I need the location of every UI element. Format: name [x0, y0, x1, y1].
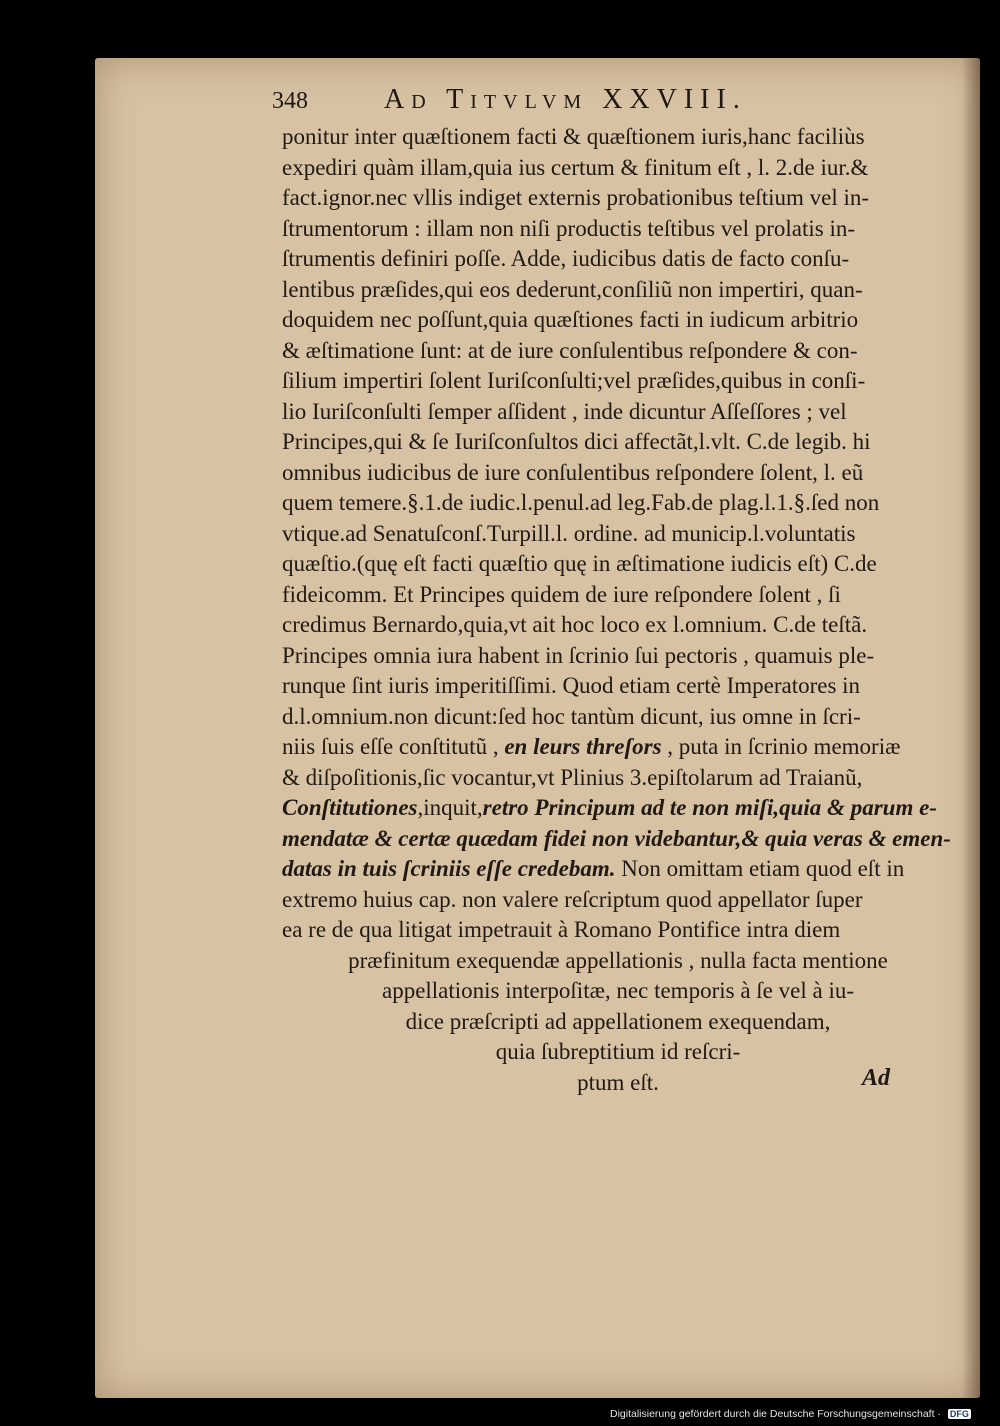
text-line — [282, 854, 954, 885]
text-line: quæſtio.(quę eſt facti quæſtio quę in æſtimatione iudicis eſt) C.de — [282, 551, 877, 576]
catchword: Ad — [862, 1065, 891, 1091]
text-line: lio Iuriſconſulti ſemper aſſident , inde dicuntur Aſſeſſores ; vel — [282, 398, 847, 424]
text-line: doquidem nec poſſunt,quia quæſtiones facti in iudicum arbitrio — [282, 307, 859, 332]
italic-phrase: datas in tuis ſcriniis eſſe credebam. — [282, 856, 616, 881]
text-line: runque ſint iuris imperitiſſimi. Quod etiam certè Imperatores in — [282, 673, 861, 698]
text-line: & diſpoſitionis,ſic vocantur,vt Plinius 3.epiſtolarum ad Traianũ, — [282, 764, 863, 790]
text-line: fact.ignor.nec vllis indiget externis probationibus teſtium vel in- — [282, 185, 870, 210]
centered-line: ptum eſt. — [577, 1069, 659, 1095]
text-line: ſtrumentis definiri poſſe. Adde, iudicibus datis de facto conſu- — [282, 246, 850, 271]
centered-line: præfinitum exequendæ appellationis , nulla facta mentione — [348, 947, 888, 973]
text-segment: Non omittam etiam quod eſt in — [615, 856, 905, 881]
text-line: Principes omnia iura habent in ſcrinio ſui pectoris , quamuis ple- — [282, 642, 875, 668]
text-line: fideicomm. Et Principes quidem de iure reſpondere ſolent , ſi — [282, 581, 841, 607]
page-edge-shadow — [962, 58, 980, 1398]
running-head — [272, 84, 912, 124]
page-number: 348 — [272, 88, 308, 114]
text-line: credimus Bernardo,quia,vt ait hoc loco ex l.omnium. C.de teſtã. — [282, 612, 868, 637]
text-line: omnibus iudicibus de iure conſulentibus reſpondere ſolent, l. eũ — [282, 459, 864, 485]
centered-line: quia ſubreptitium id reſcri- — [495, 1039, 741, 1064]
text-line: expediri quàm illam,quia ius certum & finitum eſt , l. 2.de iur.& — [282, 154, 869, 180]
text-line: lentibus præſides,qui eos dederunt,conſiliũ non impertiri, quan- — [282, 276, 863, 302]
text-line: Principes,qui & ſe Iuriſconſultos dici affectãt,l.vlt. C.de legib. hi — [282, 429, 871, 454]
text-line — [282, 793, 954, 824]
text-line: quem temere.§.1.de iudic.l.penul.ad leg.Fab.de plag.l.1.§.ſed non — [282, 490, 880, 515]
italic-phrase: retro Principum ad te non miſi,quia & parum e- — [482, 795, 937, 820]
text-segment: niis ſuis eſſe conſtitutũ , — [282, 734, 499, 759]
italic-line: mendatæ & certæ quædam fidei non videbantur,& quia veras & emen- — [282, 825, 951, 851]
centered-line: appellationis interpoſitæ, nec temporis à ſe vel à iu- — [381, 978, 854, 1003]
text-line: extremo huius cap. non valere reſcriptum quod appellator ſuper — [282, 886, 863, 912]
text-line: ſilium impertiri ſolent Iuriſconſulti;vel præſides,quibus in conſi- — [282, 368, 866, 393]
running-title: Ad Titvlvm XXVIII. — [384, 84, 747, 115]
text-segment: , puta in ſcrinio memoriæ — [667, 734, 901, 759]
text-line — [282, 732, 954, 763]
digitization-footer — [610, 1408, 971, 1420]
text-line: ea re de qua litigat impetrauit à Romano Pontifice intra diem — [282, 917, 841, 942]
text-line: ponitur inter quæſtionem facti & quæſtionem iuris,hanc faciliùs — [282, 124, 865, 149]
italic-phrase: en leurs threſors — [504, 734, 662, 759]
dfg-logo: DFG — [949, 1409, 969, 1419]
text-line: & æſtimatione ſunt: at de iure conſulentibus reſpondere & con- — [282, 337, 858, 363]
text-line: d.l.omnium.non dicunt:ſed hoc tantùm dicunt, ius omne in ſcri- — [282, 703, 861, 729]
text-line: ſtrumentorum : illam non niſi productis teſtibus vel prolatis in- — [282, 215, 856, 241]
text-segment: ,inquit, — [417, 795, 483, 820]
centered-line: dice præſcripti ad appellationem exequendam, — [405, 1008, 831, 1034]
italic-phrase: Conſtitutiones — [282, 795, 418, 820]
text-line: vtique.ad Senatuſconſ.Turpill.l. ordine. ad municip.l.voluntatis — [282, 520, 856, 546]
body-text — [282, 122, 954, 1098]
footer-text: Digitalisierung gefördert durch die Deutsche Forschungsgemeinschaft · — [610, 1408, 941, 1420]
